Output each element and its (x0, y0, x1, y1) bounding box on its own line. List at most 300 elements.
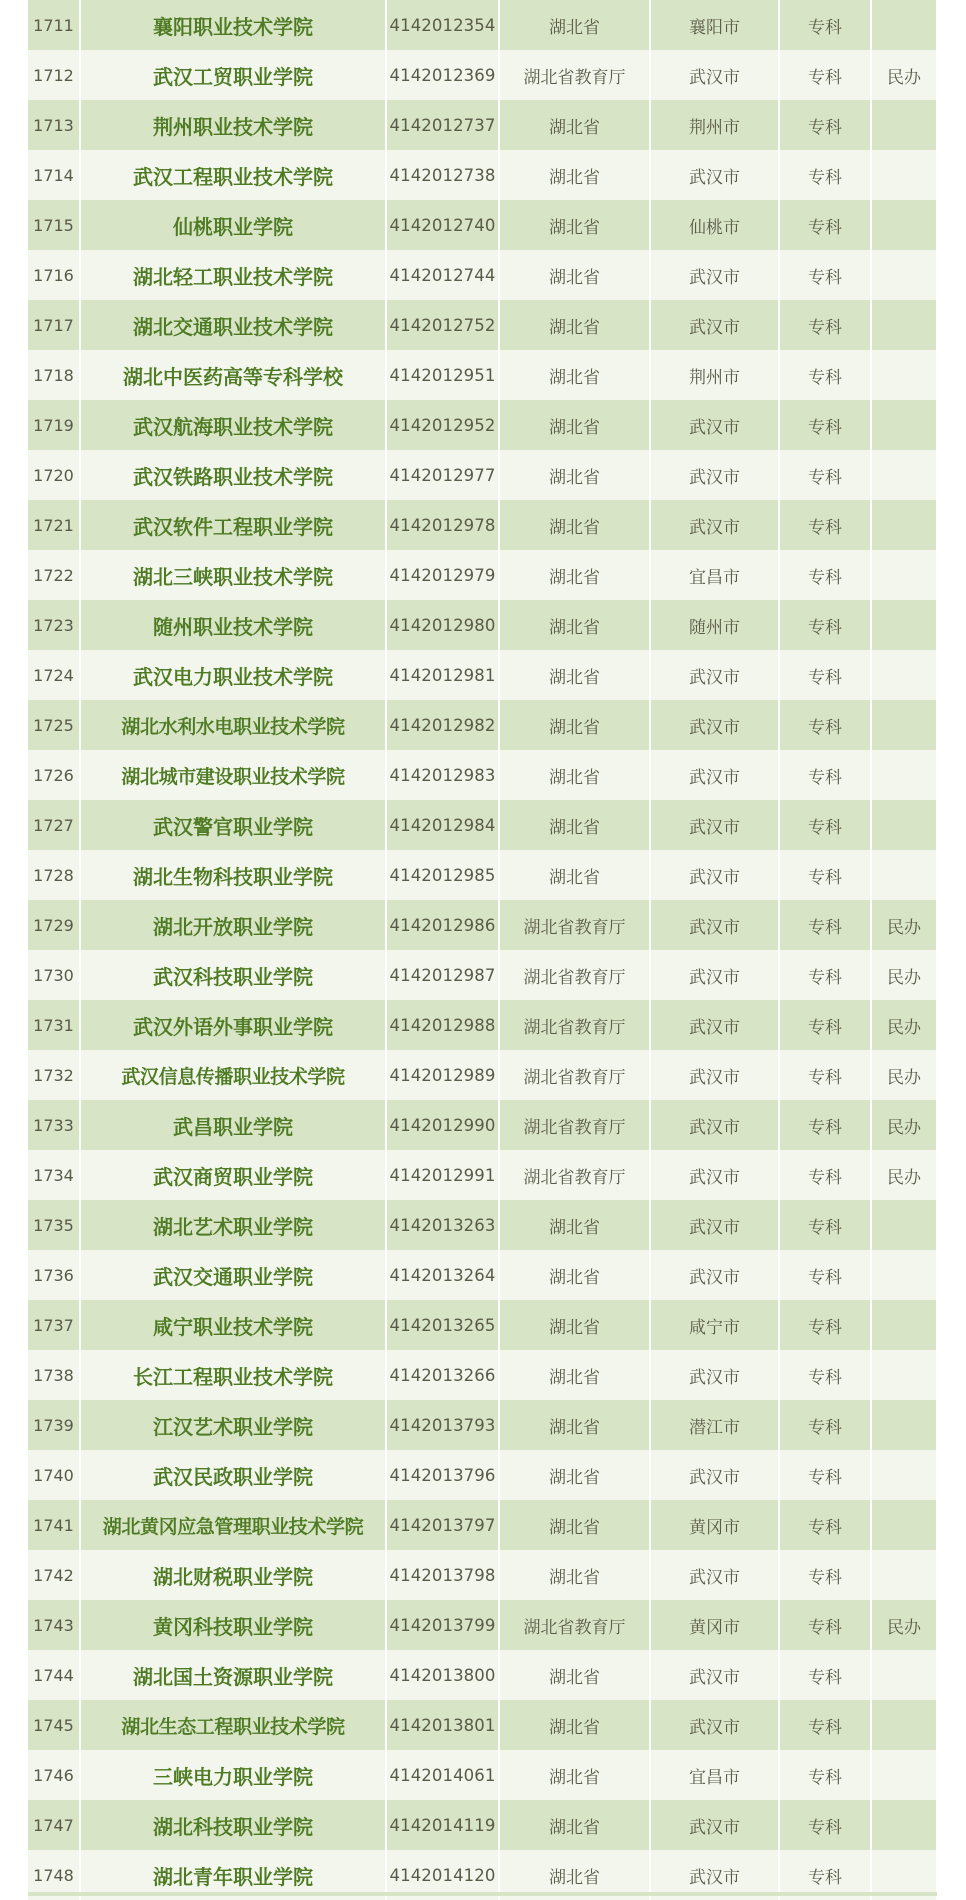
remark-cell: 民办 (871, 1000, 937, 1050)
school-name-cell: 武汉民政职业学院 (80, 1450, 386, 1500)
level-cell: 专科 (779, 1650, 871, 1700)
authority-cell: 湖北省 (499, 1200, 650, 1250)
authority-cell: 湖北省 (499, 600, 650, 650)
row-number-cell: 1721 (28, 500, 80, 550)
remark-cell (871, 1550, 937, 1600)
school-name-cell: 湖北三峡职业技术学院 (80, 550, 386, 600)
remark-cell: 民办 (871, 950, 937, 1000)
remark-cell (871, 150, 937, 200)
school-name-cell: 武汉外语外事职业学院 (80, 1000, 386, 1050)
school-name-cell: 荆州职业技术学院 (80, 100, 386, 150)
level-cell: 专科 (779, 1300, 871, 1350)
row-number-cell: 1713 (28, 100, 80, 150)
table-row (28, 700, 937, 750)
school-name-cell: 湖北轻工职业技术学院 (80, 250, 386, 300)
level-cell: 专科 (779, 150, 871, 200)
row-number-cell: 1737 (28, 1300, 80, 1350)
row-number-cell: 1740 (28, 1450, 80, 1500)
school-code-cell: 4142013793 (386, 1400, 499, 1450)
city-cell: 武汉市 (650, 1650, 779, 1700)
table-row (28, 450, 937, 500)
level-cell: 专科 (779, 1500, 871, 1550)
remark-cell (871, 750, 937, 800)
school-name-cell: 武汉铁路职业技术学院 (80, 450, 386, 500)
school-code-cell: 4142013800 (386, 1650, 499, 1700)
remark-cell: 民办 (871, 1600, 937, 1650)
city-cell: 宜昌市 (650, 550, 779, 600)
level-cell: 专科 (779, 850, 871, 900)
row-number-cell: 1739 (28, 1400, 80, 1450)
city-cell: 武汉市 (650, 1800, 779, 1850)
city-cell: 荆州市 (650, 350, 779, 400)
city-cell: 黄冈市 (650, 1500, 779, 1550)
row-number-cell: 1742 (28, 1550, 80, 1600)
table-row (28, 400, 937, 450)
school-code-cell: 4142012982 (386, 700, 499, 750)
school-name-cell: 湖北青年职业学院 (80, 1850, 386, 1900)
authority-cell: 湖北省 (499, 700, 650, 750)
authority-cell: 湖北省 (499, 350, 650, 400)
level-cell: 专科 (779, 100, 871, 150)
row-number-cell: 1730 (28, 950, 80, 1000)
authority-cell: 湖北省 (499, 1650, 650, 1700)
level-cell: 专科 (779, 550, 871, 600)
school-code-cell: 4142013266 (386, 1350, 499, 1400)
city-cell: 武汉市 (650, 1250, 779, 1300)
school-code-cell: 4142012978 (386, 500, 499, 550)
school-code-cell: 4142012990 (386, 1100, 499, 1150)
school-name-cell: 湖北财税职业学院 (80, 1550, 386, 1600)
city-cell: 武汉市 (650, 850, 779, 900)
table-row (28, 100, 937, 150)
school-code-cell: 4142014120 (386, 1850, 499, 1900)
row-number-cell: 1733 (28, 1100, 80, 1150)
city-cell: 武汉市 (650, 1000, 779, 1050)
table-row (28, 200, 937, 250)
school-code-cell: 4142012983 (386, 750, 499, 800)
school-code-cell: 4142012984 (386, 800, 499, 850)
level-cell: 专科 (779, 1700, 871, 1750)
authority-cell: 湖北省 (499, 1300, 650, 1350)
school-name-cell: 湖北水利水电职业技术学院 (80, 700, 386, 750)
level-cell: 专科 (779, 950, 871, 1000)
remark-cell (871, 1350, 937, 1400)
remark-cell (871, 1500, 937, 1550)
row-number-cell: 1747 (28, 1800, 80, 1850)
school-code-cell: 4142012354 (386, 0, 499, 50)
city-cell: 武汉市 (650, 900, 779, 950)
level-cell: 专科 (779, 0, 871, 50)
level-cell: 专科 (779, 1100, 871, 1150)
school-code-cell: 4142012980 (386, 600, 499, 650)
row-number-cell: 1726 (28, 750, 80, 800)
school-name-cell: 湖北开放职业学院 (80, 900, 386, 950)
city-cell: 武汉市 (650, 700, 779, 750)
school-name-cell: 江汉艺术职业学院 (80, 1400, 386, 1450)
level-cell: 专科 (779, 1000, 871, 1050)
row-number-cell: 1743 (28, 1600, 80, 1650)
school-code-cell: 4142012988 (386, 1000, 499, 1050)
authority-cell: 湖北省教育厅 (499, 1000, 650, 1050)
school-name-cell: 武汉软件工程职业学院 (80, 500, 386, 550)
row-number-cell: 1741 (28, 1500, 80, 1550)
table-row (28, 800, 937, 850)
level-cell: 专科 (779, 450, 871, 500)
level-cell: 专科 (779, 700, 871, 750)
table-row (28, 1300, 937, 1350)
level-cell: 专科 (779, 400, 871, 450)
remark-cell: 民办 (871, 1100, 937, 1150)
city-cell: 荆州市 (650, 100, 779, 150)
remark-cell (871, 550, 937, 600)
school-code-cell: 4142012979 (386, 550, 499, 600)
authority-cell: 湖北省 (499, 800, 650, 850)
school-name-cell: 咸宁职业技术学院 (80, 1300, 386, 1350)
remark-cell (871, 1650, 937, 1700)
table-row (28, 750, 937, 800)
city-cell: 武汉市 (650, 1050, 779, 1100)
authority-cell: 湖北省 (499, 1250, 650, 1300)
school-code-cell: 4142012737 (386, 100, 499, 150)
authority-cell: 湖北省 (499, 450, 650, 500)
school-code-cell: 4142014119 (386, 1800, 499, 1850)
table-row (28, 250, 937, 300)
school-name-cell: 湖北中医药高等专科学校 (80, 350, 386, 400)
level-cell: 专科 (779, 1750, 871, 1800)
remark-cell (871, 0, 937, 50)
level-cell: 专科 (779, 1800, 871, 1850)
school-name-cell: 武汉电力职业技术学院 (80, 650, 386, 700)
school-code-cell: 4142012740 (386, 200, 499, 250)
level-cell: 专科 (779, 1150, 871, 1200)
authority-cell: 湖北省 (499, 750, 650, 800)
table-row (28, 1500, 937, 1550)
authority-cell: 湖北省教育厅 (499, 950, 650, 1000)
school-code-cell: 4142012977 (386, 450, 499, 500)
level-cell: 专科 (779, 350, 871, 400)
row-number-cell: 1734 (28, 1150, 80, 1200)
city-cell: 武汉市 (650, 1850, 779, 1900)
city-cell: 潜江市 (650, 1400, 779, 1450)
table-row (28, 1250, 937, 1300)
row-number-cell: 1729 (28, 900, 80, 950)
row-number-cell: 1716 (28, 250, 80, 300)
authority-cell: 湖北省 (499, 1400, 650, 1450)
table-row (28, 1000, 937, 1050)
city-cell: 襄阳市 (650, 0, 779, 50)
school-name-cell: 武汉航海职业技术学院 (80, 400, 386, 450)
table-row (28, 1550, 937, 1600)
school-code-cell: 4142012989 (386, 1050, 499, 1100)
table-row (28, 1450, 937, 1500)
city-cell: 武汉市 (650, 300, 779, 350)
table-row (28, 1100, 937, 1150)
school-code-cell: 4142012987 (386, 950, 499, 1000)
remark-cell (871, 1200, 937, 1250)
school-name-cell: 武汉工贸职业学院 (80, 50, 386, 100)
table-row (28, 1650, 937, 1700)
authority-cell: 湖北省教育厅 (499, 1100, 650, 1150)
level-cell: 专科 (779, 1250, 871, 1300)
school-code-cell: 4142012985 (386, 850, 499, 900)
city-cell: 武汉市 (650, 800, 779, 850)
row-number-cell: 1712 (28, 50, 80, 100)
city-cell: 武汉市 (650, 50, 779, 100)
school-name-cell: 武汉工程职业技术学院 (80, 150, 386, 200)
city-cell: 随州市 (650, 600, 779, 650)
table-row (28, 1750, 937, 1800)
school-list-table (28, 0, 938, 1900)
row-number-cell: 1732 (28, 1050, 80, 1100)
school-code-cell: 4142012952 (386, 400, 499, 450)
remark-cell: 民办 (871, 1050, 937, 1100)
level-cell: 专科 (779, 50, 871, 100)
school-code-cell: 4142013801 (386, 1700, 499, 1750)
row-number-cell: 1748 (28, 1850, 80, 1900)
level-cell: 专科 (779, 1450, 871, 1500)
row-number-cell: 1715 (28, 200, 80, 250)
school-name-cell: 随州职业技术学院 (80, 600, 386, 650)
table-body (28, 0, 937, 1900)
remark-cell (871, 1750, 937, 1800)
city-cell: 武汉市 (650, 950, 779, 1000)
city-cell: 武汉市 (650, 1700, 779, 1750)
table-row (28, 0, 937, 50)
authority-cell: 湖北省 (499, 1350, 650, 1400)
authority-cell: 湖北省 (499, 200, 650, 250)
school-name-cell: 武汉交通职业学院 (80, 1250, 386, 1300)
city-cell: 武汉市 (650, 500, 779, 550)
remark-cell (871, 400, 937, 450)
authority-cell: 湖北省 (499, 1550, 650, 1600)
table-row (28, 1600, 937, 1650)
table-row (28, 1350, 937, 1400)
city-cell: 武汉市 (650, 1350, 779, 1400)
row-number-cell: 1746 (28, 1750, 80, 1800)
authority-cell: 湖北省 (499, 850, 650, 900)
school-name-cell: 湖北黄冈应急管理职业技术学院 (80, 1500, 386, 1550)
school-code-cell: 4142012986 (386, 900, 499, 950)
level-cell: 专科 (779, 500, 871, 550)
city-cell: 咸宁市 (650, 1300, 779, 1350)
table-row (28, 1150, 937, 1200)
authority-cell: 湖北省教育厅 (499, 1600, 650, 1650)
city-cell: 武汉市 (650, 1150, 779, 1200)
city-cell: 武汉市 (650, 400, 779, 450)
row-number-cell: 1722 (28, 550, 80, 600)
remark-cell (871, 800, 937, 850)
city-cell: 仙桃市 (650, 200, 779, 250)
school-name-cell: 湖北生态工程职业技术学院 (80, 1700, 386, 1750)
level-cell: 专科 (779, 1600, 871, 1650)
row-number-cell: 1718 (28, 350, 80, 400)
school-name-cell: 武汉信息传播职业技术学院 (80, 1050, 386, 1100)
level-cell: 专科 (779, 300, 871, 350)
school-code-cell: 4142012991 (386, 1150, 499, 1200)
table-row (28, 650, 937, 700)
table-row (28, 500, 937, 550)
remark-cell (871, 300, 937, 350)
school-name-cell: 武汉商贸职业学院 (80, 1150, 386, 1200)
city-cell: 武汉市 (650, 450, 779, 500)
remark-cell (871, 700, 937, 750)
authority-cell: 湖北省 (499, 300, 650, 350)
school-name-cell: 湖北城市建设职业技术学院 (80, 750, 386, 800)
school-name-cell: 仙桃职业学院 (80, 200, 386, 250)
row-number-cell: 1745 (28, 1700, 80, 1750)
row-number-cell: 1725 (28, 700, 80, 750)
row-number-cell: 1727 (28, 800, 80, 850)
remark-cell (871, 1700, 937, 1750)
remark-cell (871, 350, 937, 400)
level-cell: 专科 (779, 1050, 871, 1100)
table-row (28, 1200, 937, 1250)
table-row (28, 1700, 937, 1750)
city-cell: 武汉市 (650, 650, 779, 700)
school-list-table-container (28, 0, 937, 1900)
school-name-cell: 武汉警官职业学院 (80, 800, 386, 850)
authority-cell: 湖北省 (499, 150, 650, 200)
level-cell: 专科 (779, 200, 871, 250)
level-cell: 专科 (779, 600, 871, 650)
city-cell: 宜昌市 (650, 1750, 779, 1800)
city-cell: 武汉市 (650, 150, 779, 200)
school-code-cell: 4142012744 (386, 250, 499, 300)
authority-cell: 湖北省 (499, 250, 650, 300)
city-cell: 武汉市 (650, 1200, 779, 1250)
school-name-cell: 湖北科技职业学院 (80, 1800, 386, 1850)
level-cell: 专科 (779, 250, 871, 300)
row-number-cell: 1736 (28, 1250, 80, 1300)
row-number-cell: 1724 (28, 650, 80, 700)
school-code-cell: 4142014061 (386, 1750, 499, 1800)
row-number-cell: 1717 (28, 300, 80, 350)
city-cell: 黄冈市 (650, 1600, 779, 1650)
remark-cell (871, 1450, 937, 1500)
table-row (28, 300, 937, 350)
authority-cell: 湖北省 (499, 1800, 650, 1850)
authority-cell: 湖北省教育厅 (499, 900, 650, 950)
row-number-cell: 1738 (28, 1350, 80, 1400)
school-name-cell: 湖北国土资源职业学院 (80, 1650, 386, 1700)
city-cell: 武汉市 (650, 1550, 779, 1600)
authority-cell: 湖北省 (499, 500, 650, 550)
city-cell: 武汉市 (650, 750, 779, 800)
row-number-cell: 1735 (28, 1200, 80, 1250)
remark-cell (871, 100, 937, 150)
school-code-cell: 4142013798 (386, 1550, 499, 1600)
school-name-cell: 湖北交通职业技术学院 (80, 300, 386, 350)
school-name-cell: 三峡电力职业学院 (80, 1750, 386, 1800)
row-number-cell: 1711 (28, 0, 80, 50)
remark-cell (871, 500, 937, 550)
school-name-cell: 湖北艺术职业学院 (80, 1200, 386, 1250)
remark-cell (871, 200, 937, 250)
authority-cell: 湖北省 (499, 1750, 650, 1800)
remark-cell (871, 1250, 937, 1300)
row-number-cell: 1731 (28, 1000, 80, 1050)
school-name-cell: 襄阳职业技术学院 (80, 0, 386, 50)
row-number-cell: 1744 (28, 1650, 80, 1700)
row-number-cell: 1723 (28, 600, 80, 650)
school-code-cell: 4142012738 (386, 150, 499, 200)
school-code-cell: 4142012951 (386, 350, 499, 400)
school-code-cell: 4142013799 (386, 1600, 499, 1650)
remark-cell (871, 450, 937, 500)
table-row (28, 1050, 937, 1100)
remark-cell (871, 250, 937, 300)
next-row-edge (28, 1892, 937, 1896)
table-row (28, 350, 937, 400)
row-number-cell: 1728 (28, 850, 80, 900)
school-name-cell: 黄冈科技职业学院 (80, 1600, 386, 1650)
school-code-cell: 4142012369 (386, 50, 499, 100)
authority-cell: 湖北省 (499, 650, 650, 700)
table-row (28, 150, 937, 200)
school-code-cell: 4142012752 (386, 300, 499, 350)
authority-cell: 湖北省 (499, 1500, 650, 1550)
level-cell: 专科 (779, 1350, 871, 1400)
table-row (28, 1800, 937, 1850)
authority-cell: 湖北省 (499, 100, 650, 150)
authority-cell: 湖北省 (499, 1450, 650, 1500)
authority-cell: 湖北省教育厅 (499, 1050, 650, 1100)
city-cell: 武汉市 (650, 1100, 779, 1150)
row-number-cell: 1720 (28, 450, 80, 500)
authority-cell: 湖北省教育厅 (499, 50, 650, 100)
row-number-cell: 1714 (28, 150, 80, 200)
row-number-cell: 1719 (28, 400, 80, 450)
level-cell: 专科 (779, 750, 871, 800)
level-cell: 专科 (779, 1550, 871, 1600)
table-row (28, 850, 937, 900)
level-cell: 专科 (779, 900, 871, 950)
table-row (28, 900, 937, 950)
city-cell: 武汉市 (650, 1450, 779, 1500)
level-cell: 专科 (779, 1400, 871, 1450)
school-name-cell: 长江工程职业技术学院 (80, 1350, 386, 1400)
remark-cell (871, 650, 937, 700)
table-row (28, 600, 937, 650)
school-name-cell: 武汉科技职业学院 (80, 950, 386, 1000)
authority-cell: 湖北省 (499, 550, 650, 600)
school-code-cell: 4142013265 (386, 1300, 499, 1350)
authority-cell: 湖北省 (499, 1700, 650, 1750)
authority-cell: 湖北省 (499, 1850, 650, 1900)
remark-cell (871, 600, 937, 650)
school-code-cell: 4142013264 (386, 1250, 499, 1300)
remark-cell: 民办 (871, 50, 937, 100)
school-name-cell: 湖北生物科技职业学院 (80, 850, 386, 900)
remark-cell (871, 1300, 937, 1350)
school-code-cell: 4142012981 (386, 650, 499, 700)
table-row (28, 550, 937, 600)
authority-cell: 湖北省教育厅 (499, 1150, 650, 1200)
school-code-cell: 4142013796 (386, 1450, 499, 1500)
table-row (28, 950, 937, 1000)
remark-cell (871, 1800, 937, 1850)
table-row (28, 1400, 937, 1450)
authority-cell: 湖北省 (499, 0, 650, 50)
level-cell: 专科 (779, 650, 871, 700)
authority-cell: 湖北省 (499, 400, 650, 450)
city-cell: 武汉市 (650, 250, 779, 300)
level-cell: 专科 (779, 800, 871, 850)
remark-cell (871, 850, 937, 900)
level-cell: 专科 (779, 1850, 871, 1900)
school-code-cell: 4142013263 (386, 1200, 499, 1250)
table-row (28, 50, 937, 100)
